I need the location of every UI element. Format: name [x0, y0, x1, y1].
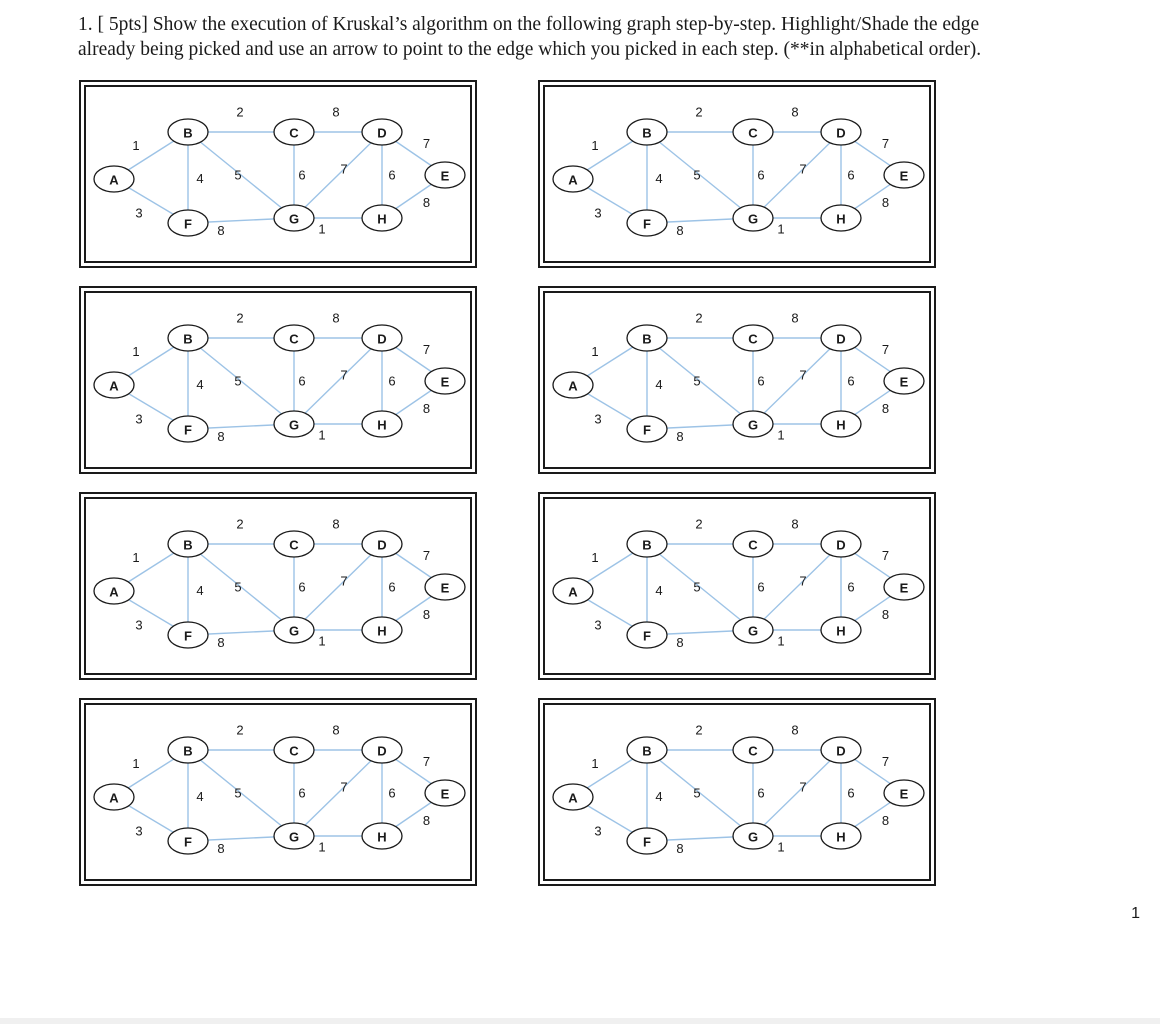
- edge-weight-b-f: 4: [655, 789, 663, 804]
- node-label: C: [748, 743, 758, 759]
- node-label: E: [899, 168, 909, 184]
- node-label: H: [377, 417, 387, 433]
- node-label: H: [836, 417, 846, 433]
- edge-weight-a-f: 3: [594, 617, 602, 633]
- edge-weight-f-g: 8: [217, 223, 225, 238]
- node-label: D: [377, 537, 387, 553]
- node-a: [94, 578, 134, 604]
- edge-d-g: [294, 544, 382, 630]
- node-e: [425, 780, 465, 806]
- edge-weight-a-f: 3: [135, 823, 143, 839]
- node-c: [733, 119, 773, 145]
- node-label: A: [109, 172, 119, 188]
- edge-weight-f-g: 8: [676, 223, 684, 238]
- edge-weight-c-g: 6: [298, 373, 306, 389]
- edge-d-g: [753, 338, 841, 424]
- graph-diagram: [81, 494, 479, 682]
- edge-weight-f-g: 8: [217, 429, 225, 444]
- edge-weight-b-g: 5: [693, 167, 701, 183]
- edge-weight-g-h: 1: [318, 633, 326, 649]
- edge-d-g: [294, 750, 382, 836]
- edge-weight-b-g: 5: [234, 373, 242, 389]
- edge-weight-a-b: 1: [591, 756, 599, 771]
- edge-weight-b-c: 2: [236, 516, 244, 532]
- node-a: [553, 578, 593, 604]
- node-label: G: [288, 211, 300, 227]
- node-e: [884, 162, 924, 188]
- node-label: D: [836, 743, 846, 759]
- edge-weight-b-c: 2: [236, 722, 244, 738]
- node-f: [168, 210, 208, 236]
- edge-weight-b-f: 4: [196, 583, 204, 598]
- edge-weight-a-b: 1: [591, 550, 599, 565]
- graph-panel-4: [538, 286, 936, 474]
- graph-panel-6: [538, 492, 936, 680]
- edge-weight-d-g: 7: [799, 779, 807, 795]
- node-f: [168, 416, 208, 442]
- edge-weight-a-f: 3: [135, 617, 143, 633]
- node-b: [168, 531, 208, 557]
- node-e: [425, 574, 465, 600]
- edge-weight-h-e: 8: [881, 813, 890, 828]
- node-h: [362, 823, 402, 849]
- node-label: H: [836, 211, 846, 227]
- node-label: D: [836, 537, 846, 553]
- edge-weight-a-b: 1: [132, 138, 140, 153]
- edge-weight-d-e: 7: [881, 548, 890, 563]
- edge-weight-f-g: 8: [676, 635, 684, 650]
- edge-weight-b-g: 5: [234, 579, 242, 595]
- node-e: [884, 780, 924, 806]
- node-label: C: [748, 331, 758, 347]
- node-a: [94, 784, 134, 810]
- edge-weight-c-g: 6: [757, 785, 765, 801]
- node-b: [627, 737, 667, 763]
- node-c: [274, 119, 314, 145]
- edge-weight-c-d: 8: [332, 722, 340, 738]
- node-f: [627, 416, 667, 442]
- node-label: G: [288, 623, 300, 639]
- graph-diagram: [540, 288, 938, 476]
- node-c: [733, 531, 773, 557]
- node-e: [884, 574, 924, 600]
- edge-weight-b-c: 2: [695, 104, 703, 120]
- edge-weight-b-f: 4: [655, 377, 663, 392]
- node-g: [274, 617, 314, 643]
- edge-weight-d-h: 6: [847, 373, 855, 389]
- edge-d-g: [753, 750, 841, 836]
- node-f: [627, 210, 667, 236]
- node-d: [362, 119, 402, 145]
- node-label: H: [836, 829, 846, 845]
- edge-weight-d-e: 7: [881, 136, 890, 151]
- edge-weight-h-e: 8: [422, 401, 431, 416]
- node-d: [362, 531, 402, 557]
- edge-weight-b-f: 4: [196, 171, 204, 186]
- edge-weight-c-d: 8: [791, 516, 799, 532]
- edge-weight-d-e: 7: [422, 754, 431, 769]
- node-label: F: [643, 422, 651, 438]
- node-b: [168, 119, 208, 145]
- node-label: G: [747, 623, 759, 639]
- node-label: D: [377, 331, 387, 347]
- edge-weight-d-g: 7: [799, 573, 807, 589]
- edge-weight-g-h: 1: [777, 427, 785, 443]
- node-label: G: [747, 417, 759, 433]
- edge-weight-d-g: 7: [340, 367, 348, 383]
- node-label: A: [568, 584, 578, 600]
- edge-weight-c-g: 6: [298, 785, 306, 801]
- node-h: [821, 617, 861, 643]
- node-f: [627, 622, 667, 648]
- node-label: G: [747, 829, 759, 845]
- edge-d-g: [753, 544, 841, 630]
- node-label: F: [184, 216, 192, 232]
- node-h: [821, 411, 861, 437]
- edge-weight-c-d: 8: [332, 104, 340, 120]
- node-a: [553, 372, 593, 398]
- node-label: E: [899, 580, 909, 596]
- node-d: [362, 737, 402, 763]
- graph-diagram: [540, 494, 938, 682]
- graph-panel-1: [79, 80, 477, 268]
- graph-diagram: [540, 700, 938, 888]
- node-label: F: [184, 628, 192, 644]
- node-c: [733, 737, 773, 763]
- node-d: [821, 737, 861, 763]
- node-f: [168, 828, 208, 854]
- edge-weight-c-d: 8: [791, 722, 799, 738]
- node-label: A: [568, 790, 578, 806]
- node-b: [168, 325, 208, 351]
- edge-weight-f-g: 8: [676, 841, 684, 856]
- edge-weight-b-g: 5: [693, 373, 701, 389]
- edge-weight-d-e: 7: [422, 136, 431, 151]
- edge-weight-g-h: 1: [777, 221, 785, 237]
- node-label: B: [642, 331, 652, 347]
- node-label: D: [377, 743, 387, 759]
- graph-panel-3: [79, 286, 477, 474]
- edge-weight-a-f: 3: [135, 411, 143, 427]
- node-h: [821, 823, 861, 849]
- node-c: [733, 325, 773, 351]
- node-label: C: [289, 125, 299, 141]
- node-d: [821, 325, 861, 351]
- edge-weight-c-d: 8: [332, 516, 340, 532]
- node-c: [274, 737, 314, 763]
- edge-weight-h-e: 8: [881, 607, 890, 622]
- node-label: E: [440, 168, 450, 184]
- node-d: [821, 531, 861, 557]
- node-label: B: [183, 743, 193, 759]
- edge-weight-d-e: 7: [881, 754, 890, 769]
- node-d: [821, 119, 861, 145]
- node-g: [733, 205, 773, 231]
- node-g: [274, 411, 314, 437]
- node-label: E: [899, 374, 909, 390]
- edge-weight-b-f: 4: [655, 583, 663, 598]
- edge-weight-f-g: 8: [217, 635, 225, 650]
- edge-d-g: [294, 338, 382, 424]
- node-a: [94, 166, 134, 192]
- node-label: A: [568, 378, 578, 394]
- node-e: [884, 368, 924, 394]
- node-label: H: [377, 211, 387, 227]
- node-label: C: [289, 331, 299, 347]
- edge-weight-b-c: 2: [236, 104, 244, 120]
- node-label: G: [288, 829, 300, 845]
- edge-weight-d-e: 7: [422, 342, 431, 357]
- edge-weight-b-c: 2: [695, 516, 703, 532]
- edge-weight-h-e: 8: [422, 813, 431, 828]
- node-g: [733, 617, 773, 643]
- edge-weight-a-f: 3: [135, 205, 143, 221]
- edge-weight-a-b: 1: [132, 550, 140, 565]
- graph-diagram: [81, 700, 479, 888]
- edge-weight-a-b: 1: [132, 344, 140, 359]
- edge-weight-g-h: 1: [777, 633, 785, 649]
- node-label: G: [747, 211, 759, 227]
- edge-weight-c-g: 6: [757, 373, 765, 389]
- node-label: B: [642, 743, 652, 759]
- edge-weight-h-e: 8: [422, 195, 431, 210]
- edge-weight-d-g: 7: [340, 779, 348, 795]
- node-label: B: [183, 331, 193, 347]
- edge-weight-d-e: 7: [422, 548, 431, 563]
- node-label: H: [377, 829, 387, 845]
- edge-weight-b-g: 5: [234, 167, 242, 183]
- node-label: F: [184, 422, 192, 438]
- edge-weight-b-c: 2: [695, 310, 703, 326]
- edge-weight-b-g: 5: [693, 579, 701, 595]
- node-label: B: [642, 125, 652, 141]
- edge-weight-b-c: 2: [695, 722, 703, 738]
- node-label: A: [568, 172, 578, 188]
- edge-weight-b-g: 5: [693, 785, 701, 801]
- graph-diagram: [540, 82, 938, 270]
- edge-weight-a-b: 1: [591, 138, 599, 153]
- edge-weight-d-h: 6: [388, 785, 396, 801]
- node-label: E: [440, 786, 450, 802]
- node-label: B: [183, 537, 193, 553]
- edge-weight-h-e: 8: [881, 195, 890, 210]
- edge-weight-d-g: 7: [799, 367, 807, 383]
- edge-d-g: [294, 132, 382, 218]
- node-label: F: [643, 216, 651, 232]
- node-label: A: [109, 584, 119, 600]
- edge-weight-c-d: 8: [791, 310, 799, 326]
- graph-diagram: [81, 288, 479, 476]
- bottom-band: [0, 1018, 1160, 1024]
- node-d: [362, 325, 402, 351]
- node-g: [733, 823, 773, 849]
- graph-panel-7: [79, 698, 477, 886]
- node-b: [627, 531, 667, 557]
- node-label: F: [643, 834, 651, 850]
- edge-weight-a-f: 3: [594, 411, 602, 427]
- node-c: [274, 531, 314, 557]
- node-f: [627, 828, 667, 854]
- graph-diagram: [81, 82, 479, 270]
- node-label: D: [836, 331, 846, 347]
- edge-weight-c-g: 6: [757, 167, 765, 183]
- node-a: [94, 372, 134, 398]
- node-label: B: [183, 125, 193, 141]
- node-label: H: [836, 623, 846, 639]
- edge-weight-b-f: 4: [655, 171, 663, 186]
- edge-weight-a-b: 1: [591, 344, 599, 359]
- edge-weight-f-g: 8: [676, 429, 684, 444]
- node-label: F: [643, 628, 651, 644]
- edge-weight-b-f: 4: [196, 789, 204, 804]
- node-label: G: [288, 417, 300, 433]
- edge-weight-c-d: 8: [791, 104, 799, 120]
- node-label: C: [289, 743, 299, 759]
- graph-panel-5: [79, 492, 477, 680]
- edge-weight-f-g: 8: [217, 841, 225, 856]
- node-h: [362, 205, 402, 231]
- edge-weight-d-h: 6: [847, 785, 855, 801]
- node-g: [274, 823, 314, 849]
- node-a: [553, 166, 593, 192]
- edge-weight-d-g: 7: [340, 573, 348, 589]
- question-text: [78, 12, 1138, 62]
- node-e: [425, 368, 465, 394]
- edge-weight-d-e: 7: [881, 342, 890, 357]
- edge-weight-d-g: 7: [799, 161, 807, 177]
- edge-weight-g-h: 1: [318, 221, 326, 237]
- edge-weight-g-h: 1: [318, 427, 326, 443]
- node-label: F: [184, 834, 192, 850]
- edge-weight-h-e: 8: [881, 401, 890, 416]
- node-h: [362, 617, 402, 643]
- edge-weight-a-b: 1: [132, 756, 140, 771]
- node-b: [627, 325, 667, 351]
- edge-weight-b-c: 2: [236, 310, 244, 326]
- node-label: D: [377, 125, 387, 141]
- node-h: [362, 411, 402, 437]
- edge-weight-d-h: 6: [388, 373, 396, 389]
- edge-weight-d-g: 7: [340, 161, 348, 177]
- edge-weight-b-f: 4: [196, 377, 204, 392]
- node-label: C: [748, 125, 758, 141]
- node-label: C: [289, 537, 299, 553]
- node-b: [627, 119, 667, 145]
- question-line-1: 1. [ 5pts] Show the execution of Kruskal’s algorithm on the following graph step-by-step. Highlight/Shade the edge: [78, 14, 980, 35]
- edge-weight-c-g: 6: [757, 579, 765, 595]
- edge-weight-h-e: 8: [422, 607, 431, 622]
- edge-weight-d-h: 6: [847, 579, 855, 595]
- node-label: C: [748, 537, 758, 553]
- edge-weight-g-h: 1: [318, 839, 326, 855]
- graph-panel-2: [538, 80, 936, 268]
- edge-weight-a-f: 3: [594, 823, 602, 839]
- node-e: [425, 162, 465, 188]
- node-a: [553, 784, 593, 810]
- edge-weight-c-d: 8: [332, 310, 340, 326]
- edge-weight-d-h: 6: [388, 167, 396, 183]
- node-label: E: [899, 786, 909, 802]
- node-f: [168, 622, 208, 648]
- edge-weight-g-h: 1: [777, 839, 785, 855]
- node-h: [821, 205, 861, 231]
- page-number: 1: [1131, 905, 1140, 922]
- edge-weight-c-g: 6: [298, 579, 306, 595]
- edge-weight-c-g: 6: [298, 167, 306, 183]
- edge-d-g: [753, 132, 841, 218]
- node-c: [274, 325, 314, 351]
- node-label: A: [109, 378, 119, 394]
- node-g: [274, 205, 314, 231]
- node-label: E: [440, 580, 450, 596]
- node-b: [168, 737, 208, 763]
- node-label: B: [642, 537, 652, 553]
- node-label: E: [440, 374, 450, 390]
- edge-weight-a-f: 3: [594, 205, 602, 221]
- edge-weight-d-h: 6: [388, 579, 396, 595]
- edge-weight-d-h: 6: [847, 167, 855, 183]
- node-g: [733, 411, 773, 437]
- question-line-2: already being picked and use an arrow to point to the edge which you picked in each step. (**in alphabetical order).: [78, 39, 982, 60]
- node-label: H: [377, 623, 387, 639]
- node-label: A: [109, 790, 119, 806]
- node-label: D: [836, 125, 846, 141]
- edge-weight-b-g: 5: [234, 785, 242, 801]
- graph-panel-8: [538, 698, 936, 886]
